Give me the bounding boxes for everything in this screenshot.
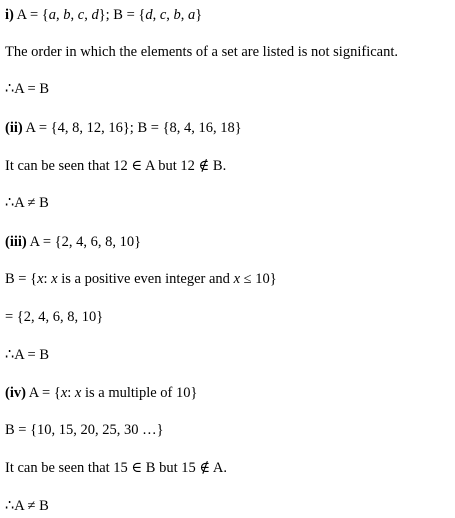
explanation-text: It can be seen that 15 ∈ B but 15 ∉ A. (5, 460, 228, 476)
roster-form: = {2, 4, 6, 8, 10} (5, 309, 104, 325)
conclusion: ∴A = B (5, 81, 49, 97)
set-builder-definition: B = {x: x is a positive even integer and x ≤ 10} (5, 271, 277, 287)
explanation-text: The order in which the elements of a set are listed is not significant. (5, 44, 398, 60)
explanation-text: It can be seen that 12 ∈ A but 12 ∉ B. (5, 158, 227, 174)
part-label: (ii) (5, 120, 23, 136)
part-iii-statement: (iii) A = {2, 4, 6, 8, 10} (5, 234, 142, 250)
part-i-statement: i) A = {a, b, c, d}; B = {d, c, b, a} (5, 7, 203, 23)
part-label: (iv) (5, 385, 26, 401)
part-iv-statement: (iv) A = {x: x is a multiple of 10} (5, 385, 198, 401)
part-label: (iii) (5, 234, 27, 250)
part-label: i) (5, 7, 14, 23)
conclusion: ∴A = B (5, 347, 49, 363)
conclusion: ∴A ≠ B (5, 498, 49, 514)
part-ii-statement: (ii) A = {4, 8, 12, 16}; B = {8, 4, 16, 18} (5, 120, 242, 136)
conclusion: ∴A ≠ B (5, 195, 49, 211)
set-b-roster: B = {10, 15, 20, 25, 30 …} (5, 422, 164, 438)
